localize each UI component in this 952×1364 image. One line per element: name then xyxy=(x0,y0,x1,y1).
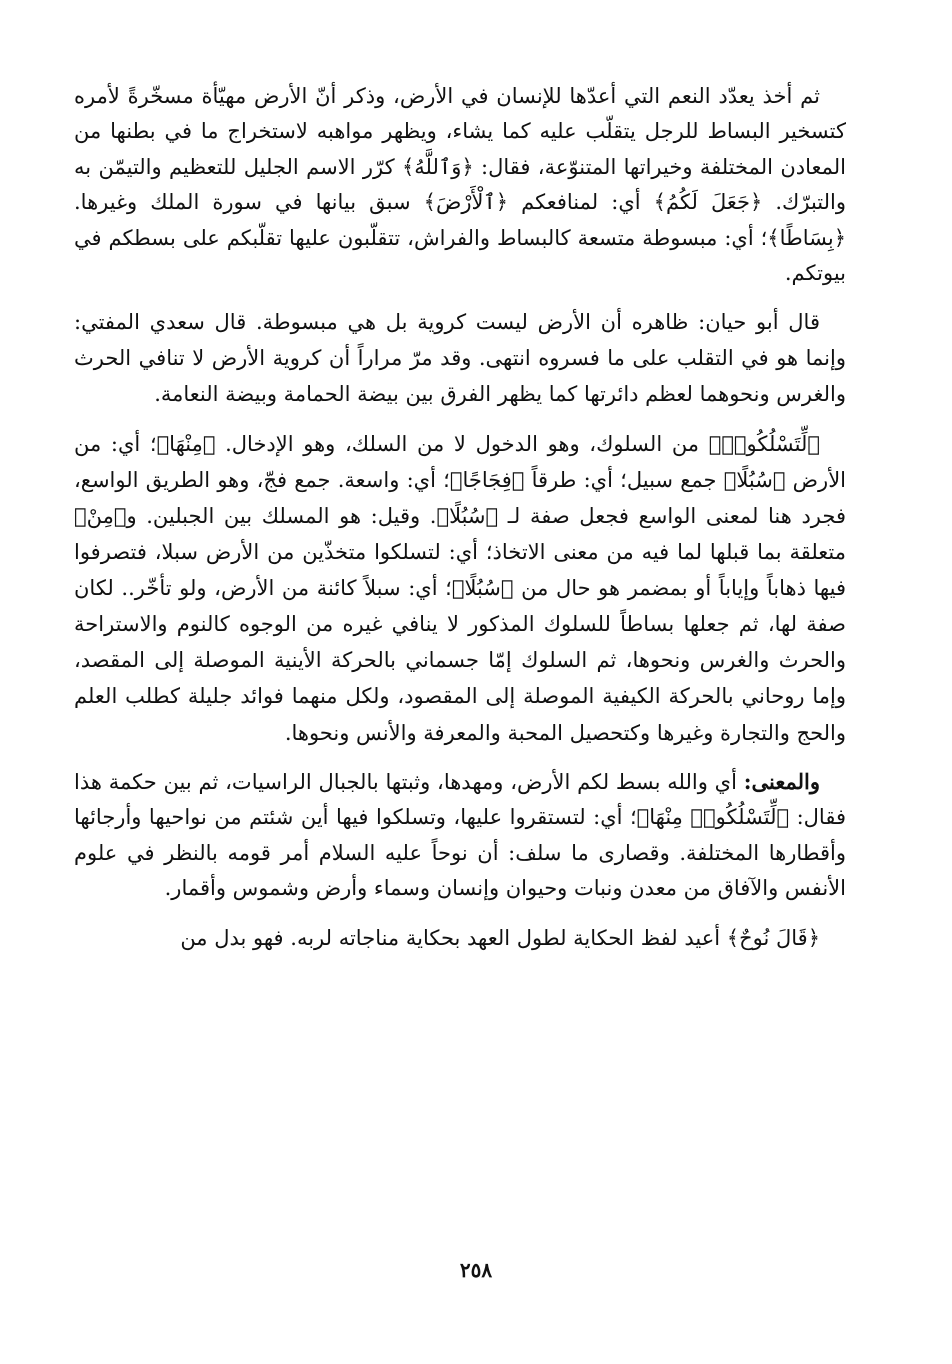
page-body xyxy=(74,78,846,956)
page-number: ٢٥٨ xyxy=(459,1258,493,1282)
paragraph-li-taslukou xyxy=(74,426,846,751)
paragraph-text: ﴿لِّتَسْلُكُوا۟﴾ من السلوك، وهو الدخول لا من السلك، وهو الإدخال. ﴿مِنْهَا﴾؛ أي: من الأرض ﴿سُبُلًا﴾ جمع سبيل؛ أي: طرقاً ﴿فِجَاجًا﴾؛ أي: واسعة. جمع فجّ، وهو الطريق الواسع، فجرد هنا لمعنى الواسع فجعل صفة لـ ﴿سُبُلًا﴾. وقيل: هو المسلك بين الجبلين. و﴿مِنْ﴾ متعلقة بما قبلها لما فيه من معنى الاتخاذ؛ أي: لتسلكوا متخذّين من الأرض سبلا، فتصرفوا فيها ذهاباً وإياباً أو بمضمر هو حال من ﴿سُبُلًا﴾؛ أي: سبلاً كائنة من الأرض، ولو تأخّر.. لكان صفة لها، ثم جعلها بساطاً للسلوك المذكور لا ينافي غيره من الوجوه كالنوم والاستراحة والحرث والغرس ونحوها، ثم السلوك إمّا جسماني بالحركة الأينية الموصلة إلى المقصد، وإما روحاني بالحركة الكيفية الموصلة إلى المقصود، ولكل منهما فوائد جليلة كطلب العلم والحج والتجارة وغيرها وكتحصيل المحبة والمعرفة والأنس ونحوها. xyxy=(74,431,846,745)
paragraph-text: قال أبو حيان: ظاهره أن الأرض ليست كروية بل هي مبسوطة. قال سعدي المفتي: وإنما هو في التقلب على ما فسروه انتهى. وقد مرّ مراراً أن كروية الأرض لا تنافي الحرث والغرس ونحوهما لعظم دائرتها كما يظهر الفرق بين بيضة الحمامة وبيضة النعامة. xyxy=(74,310,846,407)
paragraph-text: ثم أخذ يعدّد النعم التي أعدّها للإنسان في الأرض، وذكر أنّ الأرض مهيّأة مسخّرةً لأمره كتسخير البساط للرجل يتقلّب عليه كما يشاء، ويظهر مواهبه لاستخراج ما في بطنها من المعادن المختلفة وخيراتها المتنوّعة، فقال: ﴿وَٱللَّهُ﴾ كرّر الاسم الجليل للتعظيم والتيمّن به والتبرّك. ﴿جَعَلَ لَكُمُ﴾ أي: لمنافعكم ﴿ٱلْأَرْضَ﴾ سبق بيانها في سورة الملك وغيرها. ﴿بِسَاطًا﴾؛ أي: مبسوطة متسعة كالبساط والفراش، تتقلّبون عليها تقلّبكم على بسطكم في بيوتكم. xyxy=(74,84,846,286)
paragraph-text: ﴿قَالَ نُوحٌ﴾ أعيد لفظ الحكاية لطول العهد بحكاية مناجاته لربه. فهو بدل من xyxy=(180,926,820,951)
paragraph-earth-blessings xyxy=(74,78,846,291)
paragraph-qala-nuh xyxy=(74,920,846,956)
paragraph-lead: والمعنى: xyxy=(743,768,820,794)
paragraph-meaning xyxy=(74,764,846,907)
paragraph-abu-hayyan xyxy=(74,304,846,412)
paragraph-text: أي والله بسط لكم الأرض، ومهدها، وثبتها بالجبال الراسيات، ثم بين حكمة هذا فقال: ﴿لِّتَسْلُكُوا۟ مِنْهَا﴾؛ أي: لتستقروا عليها، وتسلكوا فيها أين شئتم من نواحيها وأرجائها وأقطارها المختلفة. وقصارى ما سلف: أن نوحاً عليه السلام أمر قومه بالنظر في علوم الأنفس والآفاق من معدن ونبات وحيوان وإنسان وسماء وأرض وشموس وأقمار. xyxy=(74,769,846,901)
